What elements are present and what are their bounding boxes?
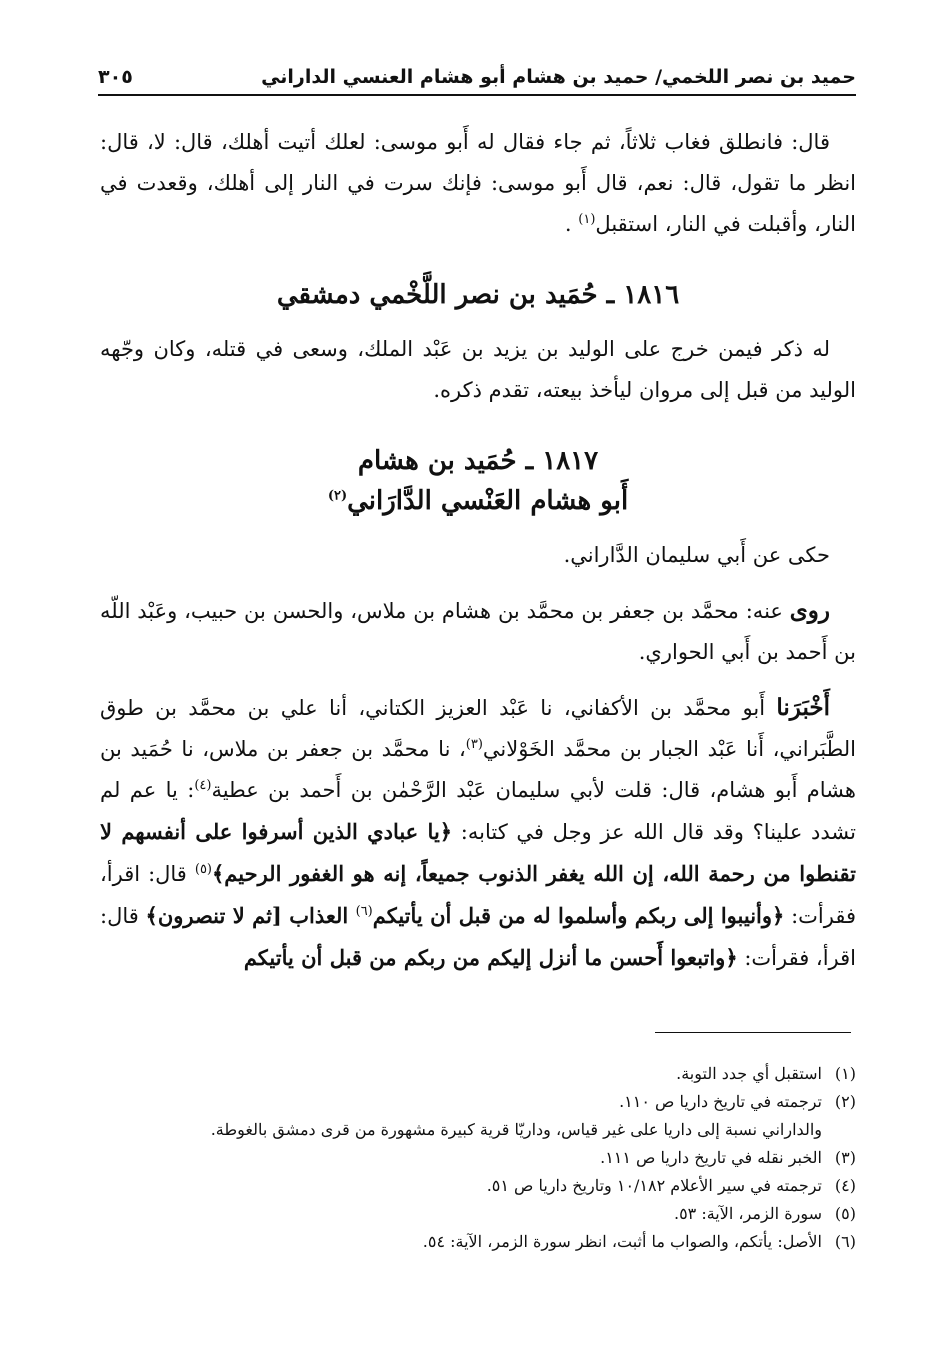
entry-1817-narrators [100,590,856,673]
footnote-text: سورة الزمر، الآية: ٥٣. [673,1204,822,1223]
entry-1817-narration [100,535,856,576]
isnad-text: قال: اقرأ، فقرأت: [100,862,856,928]
footnote-ref: (١) [578,212,596,227]
paragraph-text: قال: فانطلق فغاب ثلاثاً، ثم جاء فقال له أَبو موسى: لعلك أتيت أهلك، قال: لا، قال: انظر ما تقول، قال: نعم، قال أَبو موسى: فإنك سرت في النار إلى أهلك، وقعدت في النار، وأقبلت في النار، استقبل [100,130,856,236]
footnote-item [160,1200,856,1228]
footnote-continuation: والداراني نسبة إلى داريا على غير قياس، وداريّا قرية كبيرة مشهورة من قرى دمشق بالغوطة. [210,1120,822,1139]
footnote-item [160,1228,856,1256]
quran-verse: ﴿واتبعوا أَحسن ما أنزل إليكم من ربكم من قبل أن يأتيكم [243,945,738,970]
continued-paragraph [100,122,856,245]
footnote-ref: (٦) [355,904,373,919]
footnote-ref: (٤) [194,778,212,793]
page-header [98,58,856,96]
entry-1817-isnad [100,687,856,979]
footnote-text: الخبر نقله في تاريخ داريا ص ١١١. [600,1148,822,1167]
footnote-item [160,1144,856,1172]
entry-heading-1817-line2 [100,481,856,521]
footnote-number: (١) [834,1064,856,1083]
isnad-text: : يا عم لم تشدد علينا؟ وقد قال الله عز وجل في كتابه: [100,778,857,844]
footnote-number: (٣) [834,1148,856,1167]
page-number: ٣٠٥ [98,66,133,88]
footnote-ref: (٥) [194,862,212,877]
entry-1816-text [100,329,856,411]
footnote-number: (٦) [834,1232,856,1251]
quran-verse: ﴿يا عبادي الذين أسرفوا على أنفسهم لا تقنطوا من رحمة الله، إن الله يغفر الذنوب جميعاً، إنه هو الغفور الرحيم﴾ [100,819,856,886]
footnote-number: (٢) [834,1092,856,1111]
footnote-ref: (٣) [465,737,483,752]
heading-text: أَبو هشام العَنْسي الدَّارَاني [347,486,629,516]
akhbarana-label: أَخْبَرَنا [776,694,830,721]
rawa-label: روى [789,597,830,624]
footnote-text: الأصل: يأتكم، والصواب ما أثبت، انظر سورة الزمر، الآية: ٥٤. [422,1232,822,1251]
footnote-divider [655,1032,851,1033]
isnad-text: قال: اقرأ، فقرأت: [100,904,856,970]
paragraph-text: عنه: محمَّد بن جعفر بن محمَّد بن هشام بن ملاس، والحسن بن حبيب، وعَبْد اللّه بن أَحمد بن أَبي الحواري. [100,599,856,664]
footnote-text: استقبل أي جدد التوبة. [676,1064,822,1083]
main-text [100,122,856,979]
paragraph-text: له ذكر فيمن خرج على الوليد بن يزيد بن عَبْد الملك، وسعى في قتله، وكان وجّهه الوليد من قبل إلى مروان ليأخذ بيعته، تقدم ذكره. [100,337,856,402]
isnad-text: ، نا محمَّد بن جعفر بن ملاس، نا حُمَيد بن هشام أَبو هشام، قال: قلت لأبي سليمان عَبْد الرَّحْمٰن بن أَحمد بن عطية [100,737,856,802]
footnotes [160,1060,856,1256]
entry-heading-1817-line1: ١٨١٧ ـ حُمَيد بن هشام [357,446,599,476]
footnote-ref: (٢) [327,488,348,504]
running-title: حميد بن نصر اللخمي/ حميد بن هشام أبو هشام العنسي الداراني [261,66,856,88]
footnote-item [160,1060,856,1088]
paragraph-end: . [564,212,579,236]
footnote-item [160,1088,856,1116]
quran-verse: ﴿وأنيبوا إلى ربكم وأسلموا له من قبل أن يأتيكم [372,903,785,928]
footnote-item [160,1172,856,1200]
entry-heading-1816: ١٨١٦ ـ حُمَيد بن نصر اللَّخْمي دمشقي [276,280,680,310]
paragraph-text: حكى عن أَبي سليمان الدَّاراني. [563,543,830,567]
quran-verse: العذاب [ثم لا تنصرون﴾ [145,903,356,928]
isnad-text: أَبو محمَّد بن الأكفاني، نا عَبْد العزيز الكتاني، أنا علي بن محمَّد بن طوق الطَّبَراني، أَنا عَبْد الجبار بن محمَّد الخَوْلاني [100,696,857,761]
footnote-text: ترجمته في تاريخ داريا ص ١١٠. [619,1092,822,1111]
footnote-number: (٥) [834,1204,856,1223]
footnote-text: ترجمته في سير الأعلام ١٠/١٨٢ وتاريخ داريا ص ٥١. [486,1176,822,1195]
footnote-number: (٤) [834,1176,856,1195]
